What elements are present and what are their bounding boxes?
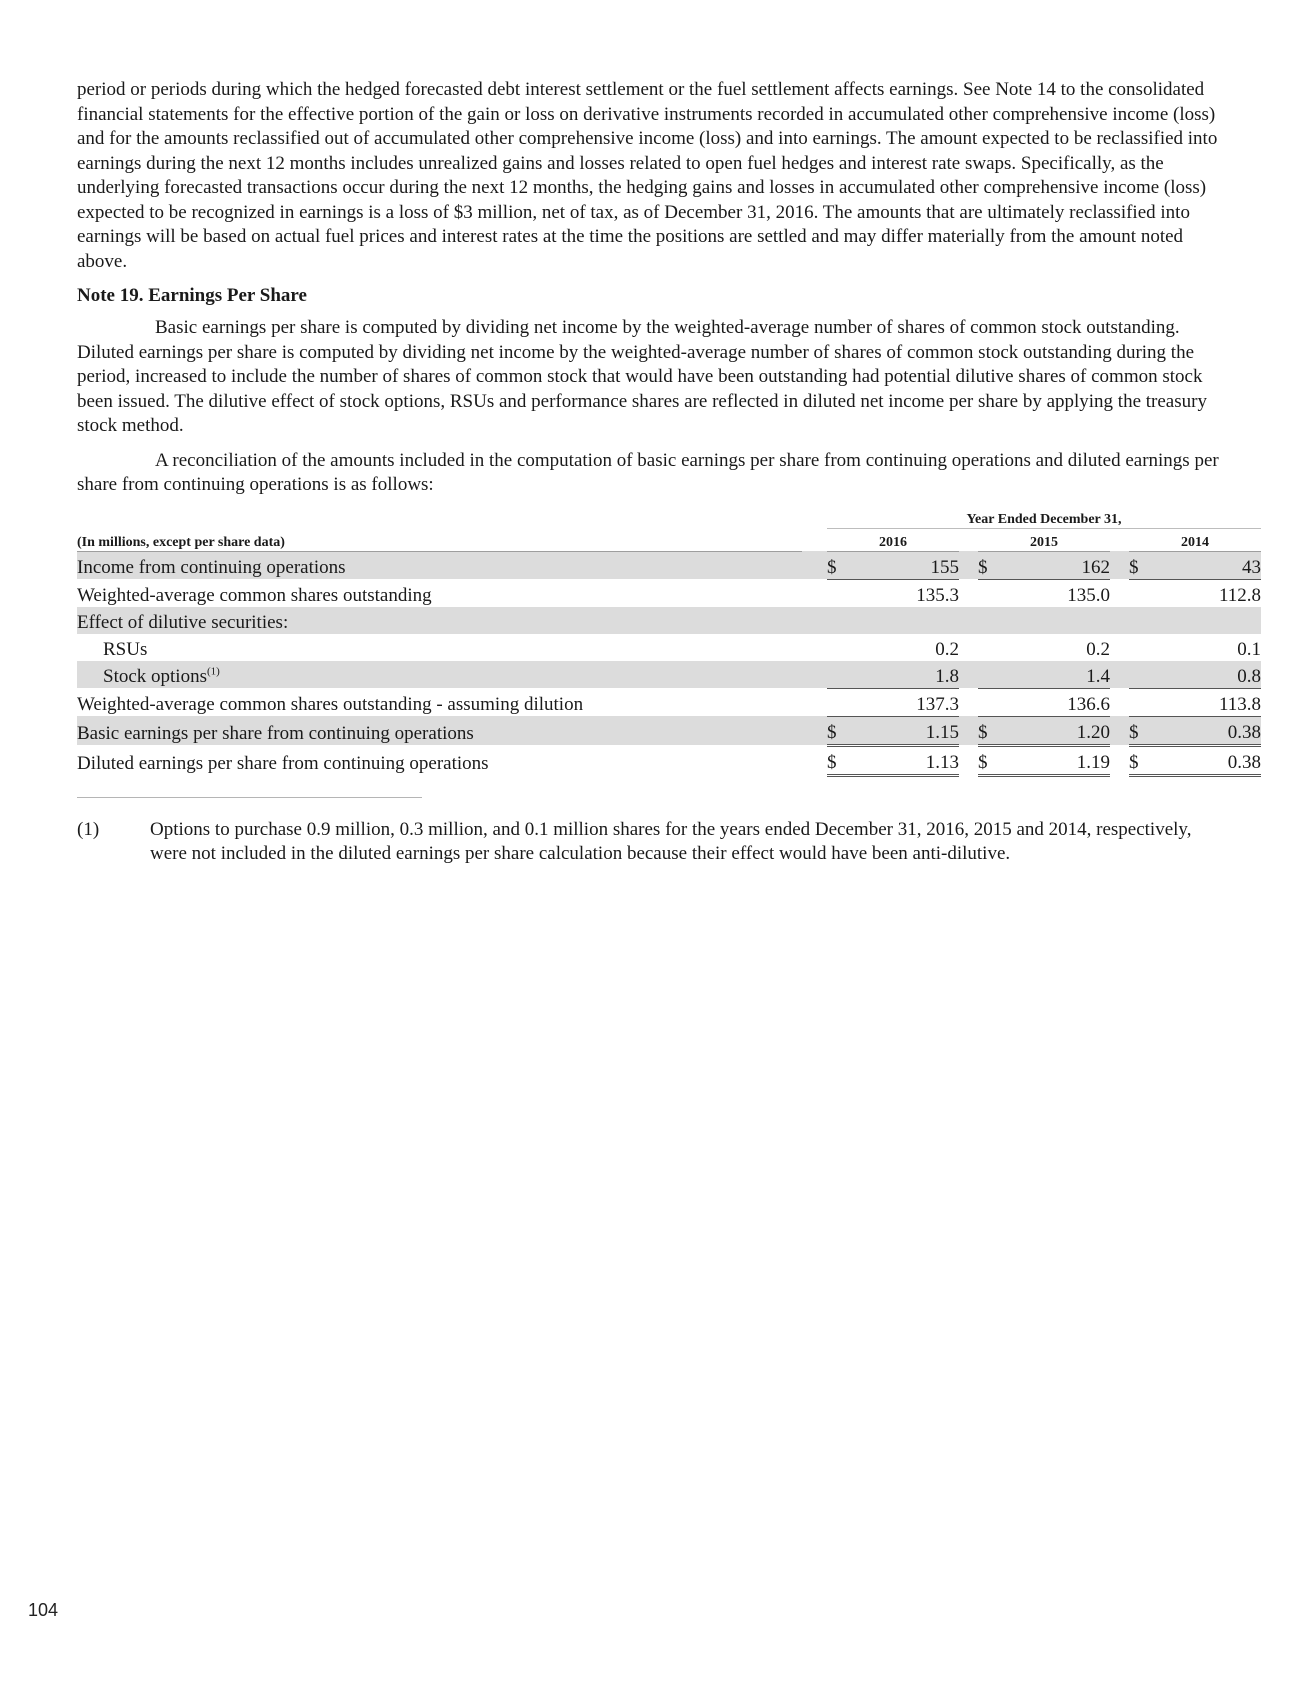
table-row-income [77, 551, 1261, 579]
value-2014: 43 [1149, 551, 1261, 579]
currency-symbol: $ [978, 745, 998, 775]
value-2015: 162 [998, 551, 1110, 579]
value-2016: 1.13 [847, 745, 959, 775]
value-2014: 113.8 [1149, 688, 1261, 716]
footnote-divider [77, 797, 422, 798]
value-2015: 1.20 [998, 716, 1110, 745]
row-label-text: Stock options [103, 666, 207, 687]
value-2014: 0.38 [1149, 716, 1261, 745]
page-number: 104 [28, 1600, 59, 1620]
table-row-rsus [77, 634, 1261, 661]
paragraph-basic-diluted: Basic earnings per share is computed by dividing net income by the weighted-average number of shares of common stock outstanding. Diluted earnings per share is computed by dividing net income by the weighted-average number of shares of common stock outstanding during the period, increased to include the number of shares of common stock that would have been outstanding had potential dilutive shares of common stock been issued. The dilutive effect of stock options, RSUs and performance shares are reflected in diluted net income per share by applying the treasury stock method. [77, 317, 1207, 436]
row-label: Diluted earnings per share from continuing operations [77, 753, 489, 774]
currency-symbol: $ [827, 716, 847, 745]
value-2016: 135.3 [916, 584, 959, 606]
value-2014: 0.8 [1149, 661, 1261, 689]
value-2015: 0.2 [1086, 638, 1110, 660]
row-label: Weighted-average common shares outstanding - assuming dilution [77, 694, 584, 715]
row-label: Income from continuing operations [77, 551, 802, 579]
unit-label: (In millions, except per share data) [77, 528, 802, 551]
currency-symbol: $ [1129, 716, 1149, 745]
value-2016: 137.3 [847, 688, 959, 716]
table-row-weighted-diluted [77, 688, 1261, 716]
value-2016: 155 [847, 551, 959, 579]
value-2014: 0.38 [1149, 745, 1261, 775]
currency-symbol: $ [827, 551, 847, 579]
value-2014: 0.1 [1237, 638, 1262, 660]
value-2015: 136.6 [998, 688, 1110, 716]
footnote-reference: (1) [206, 665, 220, 678]
intro-paragraph: period or periods during which the hedged forecasted debt interest settlement or the fuel settlement affects earnings. See Note 14 to the consolidated financial statements for the effective portion of the gain or loss on derivative instruments recorded in accumulated other comprehensive income (loss) and for the amounts reclassified out of accumulated other comprehensive income (loss) and into earnings. The amount expected to be reclassified into earnings during the next 12 months includes unrealized gains and losses related to open fuel hedges and interest rate swaps. Specifically, as the underlying forecasted transactions occur during the next 12 months, the hedging gains and losses in accumulated other comprehensive income (loss) expected to be recognized in earnings is a loss of $3 million, net of tax, as of December 31, 2016. The amounts that are ultimately reclassified into earnings will be based on actual fuel prices and interest rates at the time the positions are settled and may differ materially from the amount noted above. [77, 79, 1218, 272]
document-body [77, 78, 1262, 867]
value-2014: 112.8 [1218, 584, 1262, 606]
year-header-2014: 2014 [1129, 528, 1261, 551]
row-label: Effect of dilutive securities: [77, 607, 802, 634]
currency-symbol: $ [1129, 551, 1149, 579]
row-label [77, 661, 802, 689]
currency-symbol: $ [978, 551, 998, 579]
currency-symbol: $ [978, 716, 998, 745]
footnote [77, 818, 1223, 867]
value-2015: 1.19 [998, 745, 1110, 775]
table-row-diluted-eps [77, 745, 1261, 775]
value-2016: 0.2 [935, 638, 959, 660]
year-header-2015: 2015 [978, 528, 1110, 551]
row-label: Basic earnings per share from continuing operations [77, 716, 802, 745]
footnote-marker: (1) [77, 818, 100, 840]
table-header-period-row [77, 506, 1261, 529]
period-header: Year Ended December 31, [827, 506, 1261, 529]
eps-reconciliation-table [77, 506, 1261, 777]
note-heading: Note 19. Earnings Per Share [77, 285, 307, 306]
row-label: RSUs [103, 638, 148, 660]
table-row-weighted-average [77, 579, 1261, 607]
paragraph-reconciliation: A reconciliation of the amounts included in the computation of basic earnings per share from continuing operations and diluted earnings per share from continuing operations is as follows: [77, 449, 1219, 495]
value-2015: 1.4 [998, 661, 1110, 689]
table-row-stock-options [77, 661, 1261, 689]
currency-symbol: $ [827, 745, 847, 775]
value-2015: 135.0 [1067, 584, 1110, 606]
table-row-basic-eps [77, 716, 1261, 745]
currency-symbol: $ [1129, 745, 1149, 775]
value-2016: 1.8 [847, 661, 959, 689]
row-label: Weighted-average common shares outstanding [77, 584, 432, 606]
table-header-years-row [77, 528, 1261, 551]
value-2016: 1.15 [847, 716, 959, 745]
year-header-2016: 2016 [827, 528, 959, 551]
table-row-effect-dilutive [77, 607, 1261, 634]
footnote-text: Options to purchase 0.9 million, 0.3 million, and 0.1 million shares for the years ended December 31, 2016, 2015 and 2014, respectively, were not included in the diluted earnings per share calculation because their effect would have been anti-dilutive. [150, 818, 1192, 864]
